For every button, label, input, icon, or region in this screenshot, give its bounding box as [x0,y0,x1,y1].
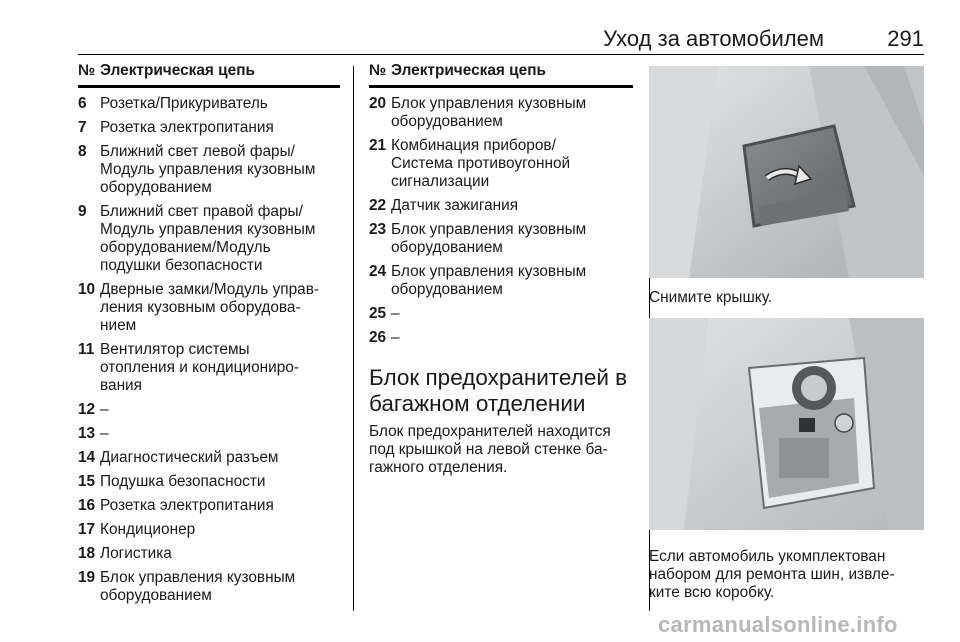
fuse-table-left [78,62,340,611]
fuse-number: 21 [369,137,387,154]
table-row [369,305,633,323]
section-body: Блок предохранителей находится под крышкой на левой стенке ба- гажного отделения. [369,423,611,476]
fuse-circuit: – [100,401,109,418]
fuse-circuit: Диагностический разъем [100,449,279,466]
fuse-circuit: Ближний свет правой фары/ Модуль управления кузовным оборудованием/Модуль подушки безопасности [100,203,316,274]
fuse-number: 13 [78,425,96,442]
table-row [78,545,340,563]
fuse-circuit: Блок управления кузовным оборудованием [100,569,296,604]
table-header-num: № [78,62,96,79]
fuse-number: 17 [78,521,96,538]
fuse-number: 10 [78,281,96,298]
fuse-circuit: Кондиционер [100,521,196,538]
fuse-number: 7 [78,119,87,136]
trunk-fuse-box-photo [649,318,924,530]
fuse-circuit: Вентилятор системы отопления и кондициониро- вания [100,341,299,394]
fuse-table-right [369,62,633,477]
fuse-circuit: Подушка безопасности [100,473,266,490]
fuse-number: 26 [369,329,387,346]
fuse-number: 14 [78,449,96,466]
page-number: 291 [887,26,924,51]
column-divider-left [353,66,354,611]
table-row [78,95,340,113]
fuse-number: 22 [369,197,387,214]
table-row [369,197,633,215]
fuse-circuit: Розетка электропитания [100,119,274,136]
fuse-number: 23 [369,221,387,238]
table-header-num: № [369,62,387,79]
fuse-number: 18 [78,545,96,562]
fuse-circuit: Блок управления кузовным оборудованием [391,263,587,298]
table-row [78,401,340,419]
table-row [78,569,340,605]
table-row [78,281,340,335]
section-heading: Блок предохранителей в багажном отделении [369,365,628,416]
table-row [78,119,340,137]
fuse-number: 12 [78,401,96,418]
table-header [369,62,633,88]
table-row [78,203,340,275]
fuse-circuit: Блок управления кузовным оборудованием [391,95,587,130]
fuse-number: 25 [369,305,387,322]
fuse-number: 24 [369,263,387,280]
table-header [78,62,340,88]
fuse-circuit: Дверные замки/Модуль управ- ления кузовным оборудова- нием [100,281,320,334]
table-row [369,95,633,131]
fuse-circuit: – [100,425,109,442]
table-row [78,341,340,395]
page-title: Уход за автомобилем [603,26,824,51]
table-row [78,449,340,467]
trunk-cover-photo [649,66,924,278]
fuse-number: 8 [78,143,87,160]
table-row [369,263,633,299]
fuse-number: 9 [78,203,87,220]
table-header-label: Электрическая цепь [100,62,255,79]
table-row [369,329,633,347]
fuse-circuit: Логистика [100,545,172,562]
fuse-number: 6 [78,95,87,112]
fuse-number: 20 [369,95,387,112]
fuse-number: 11 [78,341,95,358]
fuse-number: 15 [78,473,96,490]
fuse-number: 16 [78,497,96,514]
fuse-circuit: Комбинация приборов/ Система противоугонной сигнализации [391,137,571,190]
fuse-circuit: Розетка электропитания [100,497,274,514]
trunk-cover-illustration [649,66,924,278]
fuse-circuit: Ближний свет левой фары/ Модуль управления кузовным оборудованием [100,143,316,196]
table-row [78,425,340,443]
table-row [369,137,633,191]
fuse-circuit: Блок управления кузовным оборудованием [391,221,587,256]
photo-caption-top: Снимите крышку. [649,289,773,306]
fuse-box-illustration [649,318,924,530]
page-header [78,26,924,56]
table-row [78,497,340,515]
fuse-circuit: Розетка/Прикуриватель [100,95,268,112]
fuse-circuit: – [391,329,400,346]
fuse-circuit: – [391,305,400,322]
table-row [78,473,340,491]
fuse-number: 19 [78,569,96,586]
watermark: carmanualsonline.info [658,612,898,637]
table-row [78,143,340,197]
photo-caption-bottom: Если автомобиль укомплектован набором для ремонта шин, извле- ките всю коробку. [649,548,895,601]
table-header-label: Электрическая цепь [391,62,546,79]
fuse-circuit: Датчик зажигания [391,197,519,214]
table-row [78,521,340,539]
header-divider [78,54,924,55]
table-row [369,221,633,257]
